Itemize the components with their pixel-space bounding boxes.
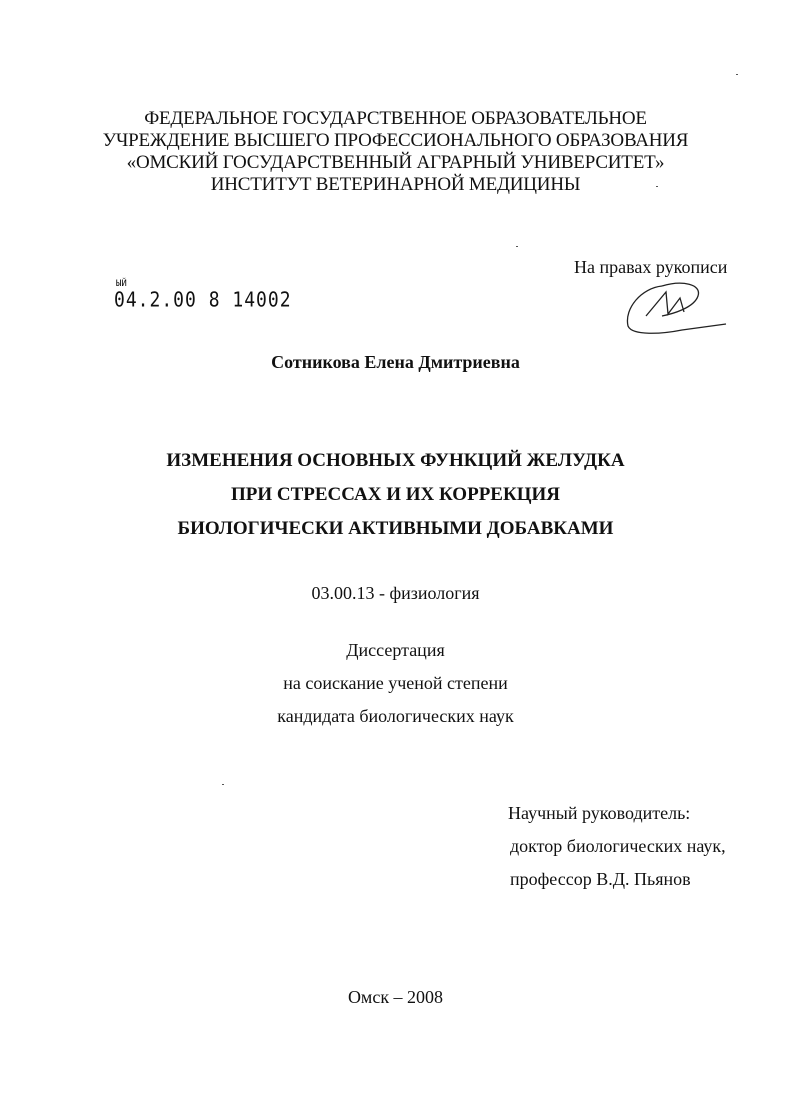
header-line: ИНСТИТУТ ВЕТЕРИНАРНОЙ МЕДИЦИНЫ bbox=[210, 174, 581, 195]
scan-speck bbox=[656, 186, 658, 187]
thesis-line: на соискание ученой степени bbox=[283, 673, 508, 693]
title-line: ПРИ СТРЕССАХ И ИХ КОРРЕКЦИЯ bbox=[230, 484, 561, 505]
institution-header bbox=[0, 108, 791, 196]
signature-icon bbox=[622, 278, 732, 338]
header-line: «ОМСКИЙ ГОСУДАРСТВЕННЫЙ АГРАРНЫЙ УНИВЕРСИТЕТ» bbox=[126, 152, 665, 173]
author-name: Сотникова Елена Дмитриевна bbox=[271, 352, 520, 372]
city-year: Омск – 2008 bbox=[347, 987, 444, 1007]
thesis-line: кандидата биологических наук bbox=[277, 706, 514, 726]
advisor-line: профессор В.Д. Пьянов bbox=[510, 869, 691, 889]
thesis-line: Диссертация bbox=[346, 640, 445, 660]
scan-speck bbox=[222, 784, 224, 785]
dissertation-title bbox=[0, 444, 791, 546]
header-line: УЧРЕЖДЕНИЕ ВЫСШЕГО ПРОФЕССИОНАЛЬНОГО ОБРАЗОВАНИЯ bbox=[102, 130, 689, 151]
archive-mark: ЫЙ bbox=[116, 279, 127, 289]
scan-speck bbox=[736, 74, 738, 75]
scan-speck bbox=[516, 246, 518, 247]
specialty-code: 03.00.13 - физиология bbox=[311, 583, 480, 603]
advisor-line: Научный руководитель: bbox=[508, 803, 691, 823]
rights-note: На правах рукописи bbox=[574, 257, 728, 277]
title-line: ИЗМЕНЕНИЯ ОСНОВНЫХ ФУНКЦИЙ ЖЕЛУДКА bbox=[166, 450, 625, 471]
advisor-line: доктор биологических наук, bbox=[510, 836, 726, 856]
archive-number: 04.2.00 8 14002 bbox=[114, 288, 292, 313]
scientific-advisor bbox=[508, 797, 726, 896]
title-line: БИОЛОГИЧЕСКИ АКТИВНЫМИ ДОБАВКАМИ bbox=[177, 518, 614, 539]
header-line: ФЕДЕРАЛЬНОЕ ГОСУДАРСТВЕННОЕ ОБРАЗОВАТЕЛЬНОЕ bbox=[144, 108, 647, 129]
thesis-description bbox=[0, 634, 791, 733]
